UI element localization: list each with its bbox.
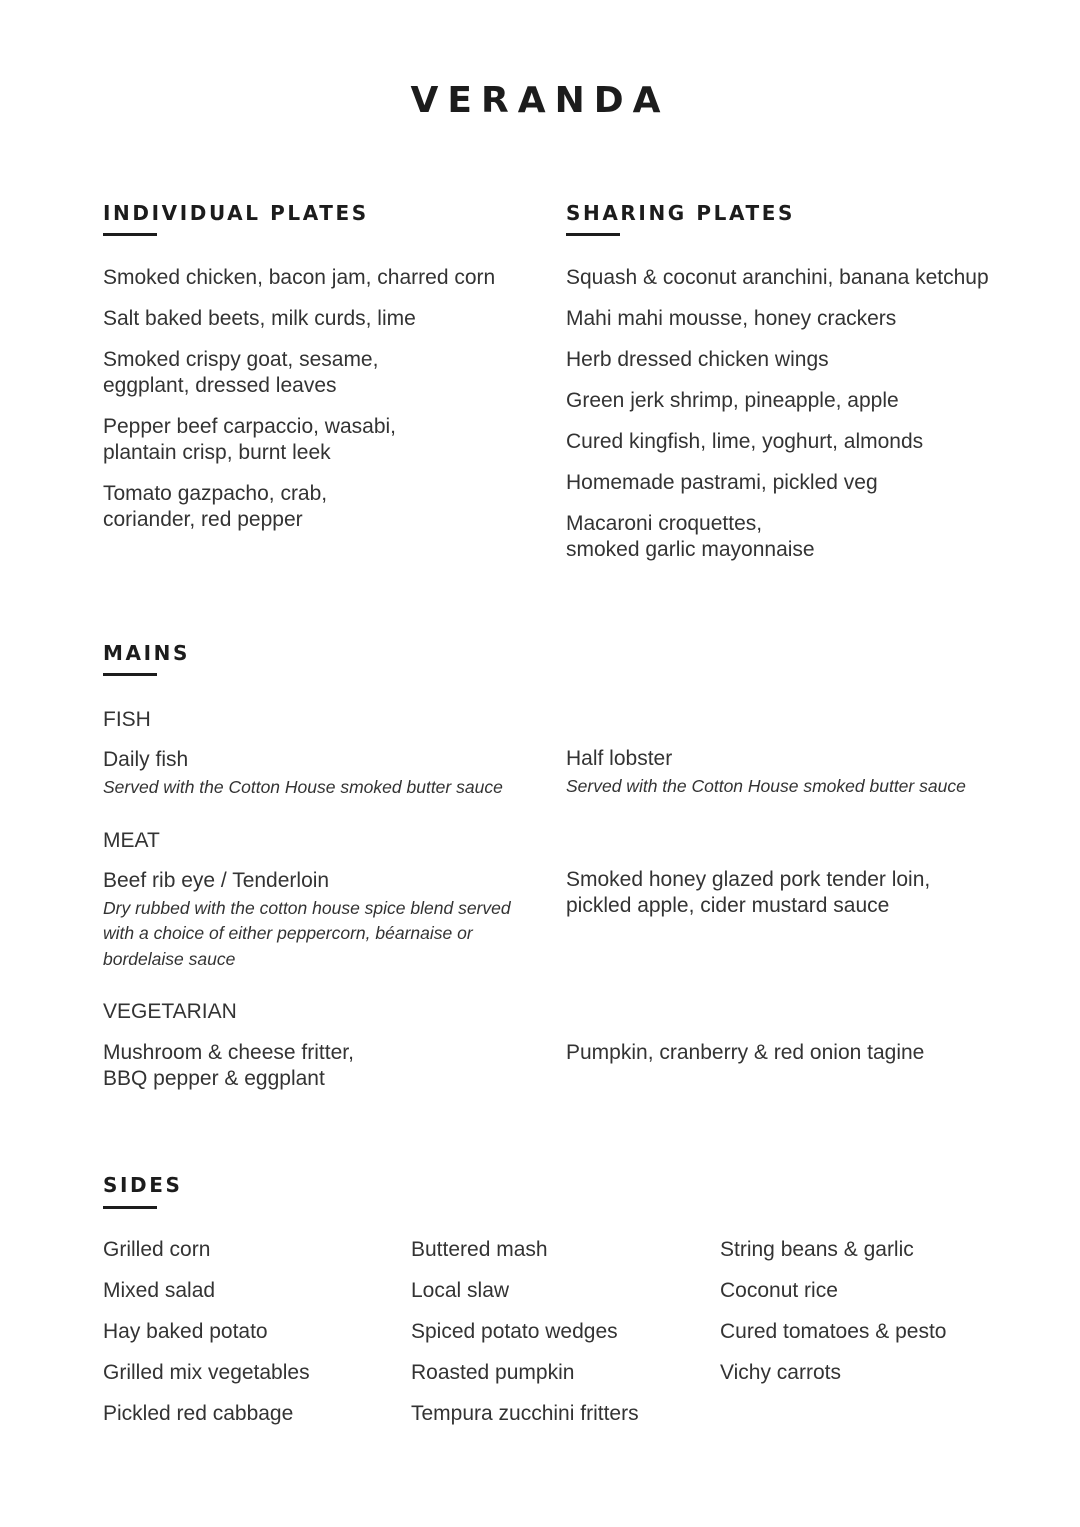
side-item: Hay baked potato <box>103 1320 268 1343</box>
mains-rule <box>103 673 157 676</box>
menu-item-line: plantain crisp, burnt leek <box>103 441 331 464</box>
side-item: String beans & garlic <box>720 1238 914 1261</box>
menu-item <box>566 511 815 563</box>
menu-item-line: Homemade pastrami, pickled veg <box>566 471 878 494</box>
mushroom-fritter-line-2: BBQ pepper & eggplant <box>103 1067 325 1090</box>
vegetarian-label: VEGETARIAN <box>103 1000 237 1023</box>
menu-item-line: Salt baked beets, milk curds, lime <box>103 307 416 330</box>
menu-item <box>566 429 923 455</box>
sides-rule <box>103 1206 157 1209</box>
side-item: Pickled red cabbage <box>103 1402 294 1425</box>
side-item: Coconut rice <box>720 1279 838 1302</box>
menu-item <box>566 306 896 332</box>
menu-item-line: Macaroni croquettes, <box>566 512 763 535</box>
pork-name-line-1: Smoked honey glazed pork tender loin, <box>566 868 931 891</box>
side-item: Mixed salad <box>103 1279 216 1302</box>
daily-fish-desc: Served with the Cotton House smoked butter sauce <box>103 777 503 797</box>
menu-item-line: Smoked chicken, bacon jam, charred corn <box>103 266 496 289</box>
sharing-plates-heading: SHARING PLATES <box>566 201 796 225</box>
menu-item-line: Smoked crispy goat, sesame, <box>103 348 379 371</box>
sharing-plates-rule <box>566 233 620 236</box>
menu-item-line: Pepper beef carpaccio, wasabi, <box>103 415 397 438</box>
side-item: Grilled mix vegetables <box>103 1361 310 1384</box>
menu-item <box>103 306 416 332</box>
sides-heading: SIDES <box>103 1173 183 1197</box>
individual-plates-heading: INDIVIDUAL PLATES <box>103 201 369 225</box>
menu-item-line: smoked garlic mayonnaise <box>566 538 815 561</box>
half-lobster-desc: Served with the Cotton House smoked butter sauce <box>566 776 966 796</box>
side-item: Tempura zucchini fritters <box>411 1402 639 1425</box>
menu-title: VERANDA <box>410 80 670 121</box>
beef-desc-line-3: bordelaise sauce <box>103 949 236 969</box>
menu-item <box>103 265 495 291</box>
side-item: Grilled corn <box>103 1238 211 1261</box>
side-item: Buttered mash <box>411 1238 548 1261</box>
daily-fish-name: Daily fish <box>103 748 189 771</box>
menu-item-line: coriander, red pepper <box>103 508 303 531</box>
menu-item <box>566 265 989 291</box>
side-item: Spiced potato wedges <box>411 1320 618 1343</box>
menu-item-line: Mahi mahi mousse, honey crackers <box>566 307 897 330</box>
half-lobster-name: Half lobster <box>566 747 673 770</box>
beef-desc-line-1: Dry rubbed with the cotton house spice blend served <box>103 898 511 918</box>
menu-item-line: Squash & coconut aranchini, banana ketchup <box>566 266 989 289</box>
menu-item <box>566 388 899 414</box>
menu-item-line: Tomato gazpacho, crab, <box>103 482 328 505</box>
menu-item <box>566 347 829 373</box>
beef-desc-line-2: with a choice of either peppercorn, béarnaise or <box>103 923 473 943</box>
side-item: Cured tomatoes & pesto <box>720 1320 947 1343</box>
meat-label: MEAT <box>103 829 160 852</box>
beef-name: Beef rib eye / Tenderloin <box>103 869 330 892</box>
menu-item-line: eggplant, dressed leaves <box>103 374 337 397</box>
side-item: Vichy carrots <box>720 1361 841 1384</box>
pork-name-line-2: pickled apple, cider mustard sauce <box>566 894 890 917</box>
side-item: Local slaw <box>411 1279 510 1302</box>
menu-item <box>103 414 396 466</box>
menu-item <box>566 470 878 496</box>
menu-item <box>103 347 378 399</box>
mains-heading: MAINS <box>103 641 190 665</box>
side-item: Roasted pumpkin <box>411 1361 575 1384</box>
pumpkin-tagine-name: Pumpkin, cranberry & red onion tagine <box>566 1041 925 1064</box>
mushroom-fritter-line-1: Mushroom & cheese fritter, <box>103 1041 354 1064</box>
menu-item-line: Cured kingfish, lime, yoghurt, almonds <box>566 430 924 453</box>
menu-item <box>103 481 327 533</box>
menu-item-line: Green jerk shrimp, pineapple, apple <box>566 389 899 412</box>
menu-item-line: Herb dressed chicken wings <box>566 348 829 371</box>
fish-label: FISH <box>103 708 151 731</box>
individual-plates-rule <box>103 233 157 236</box>
